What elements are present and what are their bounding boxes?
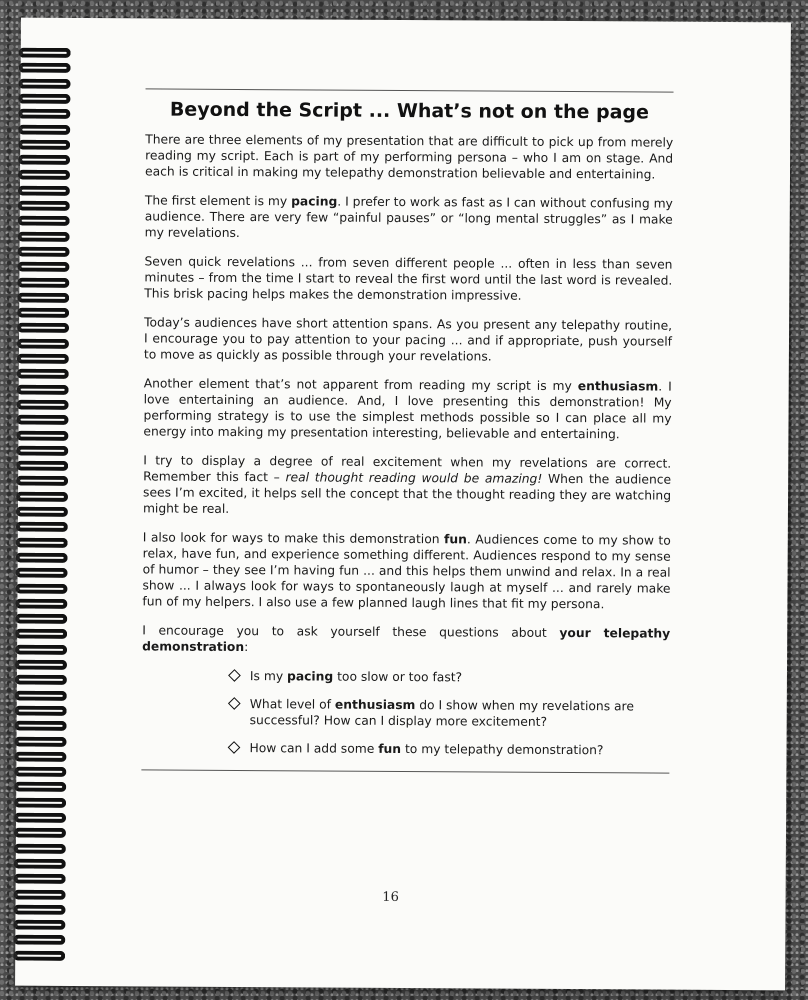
- spiral-coil: [13, 920, 65, 930]
- spiral-coil: [18, 155, 70, 165]
- spiral-coil: [15, 660, 67, 670]
- spiral-coil: [16, 445, 68, 455]
- page-heading: Beyond the Script ... What’s not on the page: [169, 98, 649, 124]
- spiral-coil: [16, 537, 68, 547]
- term-enthusiasm: enthusiasm: [577, 379, 659, 394]
- spiral-coil: [19, 48, 71, 58]
- spiral-coil: [16, 568, 68, 578]
- spiral-coil: [17, 262, 69, 272]
- diamond-bullet-icon: [228, 669, 241, 682]
- spiral-coil: [17, 308, 69, 318]
- spiral-coil: [17, 277, 69, 287]
- spiral-coil: [18, 94, 70, 104]
- paragraph-excitement: I try to display a degree of real excitement when my revelations are correct. Remember this fact – real thought reading would be amazing! When the audience sees I’m excited, it helps sell the concept that the thought reading they are watching might be real.: [142, 453, 672, 516]
- spiral-coil: [13, 904, 65, 914]
- spiral-coil: [14, 782, 66, 792]
- page-number: 16: [382, 889, 399, 905]
- spiral-coil: [15, 690, 67, 700]
- spiral-coil: [19, 78, 71, 88]
- spiral-coil: [18, 185, 70, 195]
- spiral-coil: [17, 369, 69, 379]
- spiral-coil: [14, 797, 66, 807]
- spiral-coil: [19, 63, 71, 73]
- term-pacing: pacing: [291, 194, 338, 209]
- diamond-bullet-icon: [228, 741, 241, 754]
- spiral-coil: [17, 338, 69, 348]
- spiral-coil: [14, 859, 66, 869]
- spiral-coil: [16, 461, 68, 471]
- spiral-coil: [17, 400, 69, 410]
- bottom-rule: [141, 769, 669, 773]
- page-content: [141, 88, 673, 773]
- spiral-coil: [15, 721, 67, 731]
- spiral-coil: [16, 522, 68, 532]
- paragraph-seven-revelations: Seven quick revelations ... from seven different people ... often in less than seven minutes – from the time I start to reveal the first word until the last word is revealed. This brisk pacing helps makes the demonstration impressive.: [144, 254, 673, 303]
- spiral-coil: [17, 354, 69, 364]
- spiral-coil: [14, 767, 66, 777]
- spiral-coil: [14, 751, 66, 761]
- spiral-coil: [18, 231, 70, 241]
- spiral-coil: [15, 706, 67, 716]
- spiral-coil: [16, 415, 68, 425]
- paragraph-fun: I also look for ways to make this demonstration fun. Audiences come to my show to relax, have fun, and experience something different. Audiences respond to my sense of humor – they see I’m having fun ... and this helps them unwind and relax. In a real show ... I always look for ways to spontaneously laugh at myself ... and rarely make fun of my helpers. I also use a few planned laugh lines that fit my persona.: [142, 530, 671, 612]
- question-item: What level of enthusiasm do I show when my revelations are successful? How can I display more excitement?: [228, 696, 670, 731]
- spiral-coil: [14, 889, 66, 899]
- emphasis-real-thought-reading: real thought reading would be amazing!: [285, 470, 543, 486]
- spiral-coil: [15, 675, 67, 685]
- paragraph-attention-spans: Today’s audiences have short attention spans. As you present any telepathy routine, I encourage you to pay attention to your pacing ... and if appropriate, push yourself to move as quickly as possible through your revelations.: [143, 315, 673, 364]
- term-fun: fun: [443, 532, 467, 547]
- spiral-coil: [18, 216, 70, 226]
- spiral-coil: [16, 507, 68, 517]
- spiral-coil: [16, 491, 68, 501]
- spiral-coil: [18, 124, 70, 134]
- spiral-coil: [15, 629, 67, 639]
- spiral-coil: [17, 384, 69, 394]
- spiral-coil: [15, 736, 67, 746]
- spiral-coil: [15, 644, 67, 654]
- question-item: How can I add some fun to my telepathy demonstration?: [227, 740, 669, 759]
- paragraph-enthusiasm: Another element that’s not apparent from reading my script is my enthusiasm. I love entertaining an audience. And, I love presenting this demonstration! My performing strategy is to use the simplest methods possible so I can place all my energy into making my presentation interesting, believable and entertaining.: [143, 376, 672, 442]
- spiral-coil: [17, 292, 69, 302]
- spiral-coil: [14, 843, 66, 853]
- spiral-binding: [7, 48, 83, 978]
- question-item: Is my pacing too slow or too fast?: [228, 668, 670, 687]
- paragraph-questions-intro: I encourage you to ask yourself these questions about your telepathy demonstration:: [142, 623, 671, 655]
- spiral-coil: [16, 553, 68, 563]
- top-rule: [146, 88, 674, 92]
- spiral-coil: [17, 323, 69, 333]
- spiral-coil: [15, 614, 67, 624]
- spiral-coil: [18, 109, 70, 119]
- spiral-coil: [15, 583, 67, 593]
- spiral-coil: [16, 430, 68, 440]
- spiral-coil: [16, 476, 68, 486]
- spiral-coil: [15, 598, 67, 608]
- diamond-bullet-icon: [228, 697, 241, 710]
- spiral-coil: [18, 139, 70, 149]
- book-page: [15, 18, 791, 991]
- term-your-telepathy-demonstration: your telepathy demonstration: [142, 625, 671, 655]
- spiral-coil: [18, 201, 70, 211]
- spiral-coil: [18, 247, 70, 257]
- spiral-coil: [13, 950, 65, 960]
- spiral-coil: [14, 874, 66, 884]
- paragraph-intro: There are three elements of my presentation that are difficult to pick up from merely reading my script. Each is part of my performing persona – who I am on stage. And each is critical in making my telepathy demonstration believable and entertaining.: [144, 132, 674, 182]
- spiral-coil: [18, 170, 70, 180]
- spiral-coil: [14, 813, 66, 823]
- spiral-coil: [14, 828, 66, 838]
- question-list: [227, 668, 670, 759]
- paragraph-pacing: The first element is my pacing. I prefer to work as fast as I can without confusing my audience. There are very few “painful pauses” or “long mental struggles” as I make my revelations.: [144, 193, 673, 240]
- spiral-coil: [13, 935, 65, 945]
